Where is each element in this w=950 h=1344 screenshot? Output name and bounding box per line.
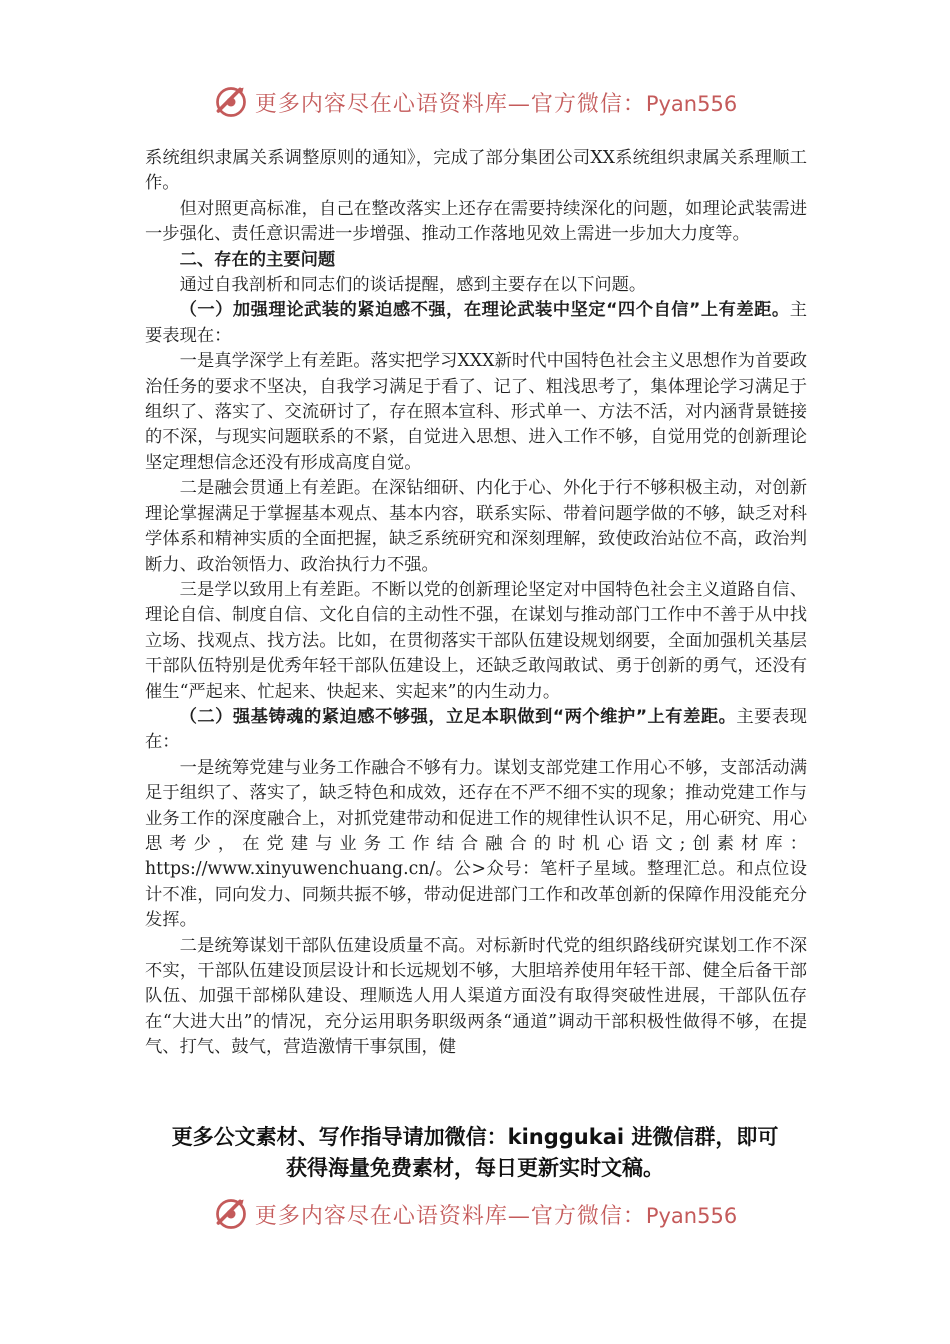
subsection-paragraph [145,705,807,756]
subsection-lead: 主要表现在： [145,300,807,346]
watermark-text: 更多内容尽在心语资料库—官方微信：Pyan556 [254,91,738,117]
brand-logo-icon [213,1196,249,1232]
paragraph: 但对照更高标准，自己在整改落实上还存在需要持续深化的问题，如理论武装需进一步强化、责任意识需进一步增强、推动工作落地见效上需进一步加大力度等。 [145,198,807,245]
paragraph: 一是统筹党建与业务工作融合不够有力。谋划支部党建工作用心不够，支部活动满足于组织了、落实了，缺乏特色和成效，还存在不严不细不实的现象；推动党建工作与业务工作的深度融合上，对抓党建带动和促进工作的规律性认识不足，用心研究、用心思考少，在党建与业务工作结合融合的时机心语文;创素材库：https://www.xinyuwenchuang.cn/。公>众号：笔杆子星域。整理汇总。和点位设计不准，同向发力、同频共振不够，带动促进部门工作和改革创新的保障作用没能充分发挥。 [145,757,807,931]
paragraph: 三是学以致用上有差距。不断以党的创新理论坚定对中国特色社会主义道路自信、理论自信、制度自信、文化自信的主动性不强，在谋划与推动部门工作中不善于从中找立场、找观点、找方法。比如，在贯彻落实干部队伍建设规划纲要，全面加强机关基层干部队伍特别是优秀年轻干部队伍建设上，还缺乏敢闯敢试、勇于创新的勇气，还没有催生“严起来、忙起来、快起来、实起来”的内生动力。 [145,579,807,702]
section-heading: 二、存在的主要问题 [179,249,336,270]
paragraph: 系统组织隶属关系调整原则的通知》，完成了部分集团公司XX系统组织隶属关系理顺工作。 [145,148,807,194]
promo-notice [130,1122,820,1184]
subsection-lead: 主要表现在： [145,706,807,753]
subsection-heading: （一）加强理论武装的紧迫感不强，在理论武装中坚定“四个自信”上有差距。 [179,300,790,321]
paragraph: 通过自我剖析和同志们的谈话提醒，感到主要存在以下问题。 [179,275,647,296]
paragraph: 二是统筹谋划干部队伍建设质量不高。对标新时代党的组织路线研究谋划工作不深不实，干部队伍建设顶层设计和长远规划不够，大胆培养使用年轻干部、健全后备干部队伍、加强干部梯队建设、理顺选人用人渠道方面没有取得突破性进展，干部队伍存在“大进大出”的情况，充分运用职务职级两条“通道”调动干部积极性做得不够，在提气、打气、鼓气，营造激情干事氛围，健 [145,935,807,1058]
watermark-banner-top [0,80,950,124]
subsection-heading: （二）强基铸魂的紧迫感不够强，立足本职做到“两个维护”上有差距。 [179,706,737,727]
subsection-paragraph [145,298,807,349]
watermark-banner-bottom [0,1192,950,1236]
watermark-text: 更多内容尽在心语资料库—官方微信：Pyan556 [254,1203,738,1229]
brand-logo-icon [213,84,249,120]
promo-line: 更多公文素材、写作指导请加微信：kinggukai 进微信群，即可 [171,1125,779,1149]
paragraph: 一是真学深学上有差距。落实把学习XXX新时代中国特色社会主义思想作为首要政治任务的要求不坚决，自我学习满足于看了、记了、粗浅思考了，集体理论学习满足于组织了、落实了、交流研讨了，存在照本宣科、形式单一、方法不活，对内涵背景链接的不深，与现实问题联系的不紧，自觉进入思想、进入工作不够，自觉用党的创新理论坚定理想信念还没有形成高度自觉。 [145,351,807,473]
document-body [145,146,807,1061]
promo-line: 获得海量免费素材，每日更新实时文稿。 [286,1156,664,1180]
paragraph: 二是融会贯通上有差距。在深钻细研、内化于心、外化于行不够积极主动，对创新理论掌握满足于掌握基本观点、基本内容，联系实际、带着问题学做的不够，缺乏对科学体系和精神实质的全面把握，缺乏系统研究和深刻理解，致使政治站位不高，政治判断力、政治领悟力、政治执行力不强。 [145,478,807,575]
